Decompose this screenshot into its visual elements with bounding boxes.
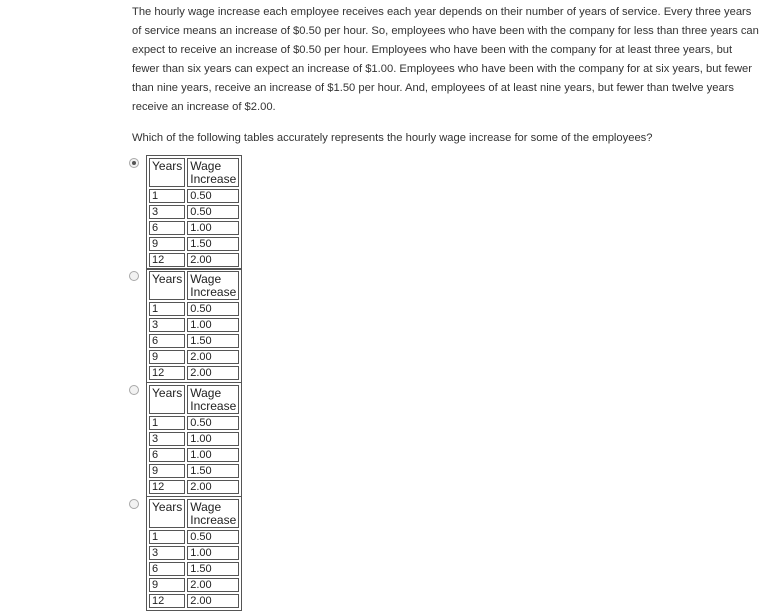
header-wage-increase: Wage Increase: [187, 158, 239, 187]
header-wage-increase: Wage Increase: [187, 271, 239, 300]
table-row: [149, 318, 239, 332]
increase-cell: 1.50: [187, 464, 239, 478]
increase-cell: 1.50: [187, 237, 239, 251]
years-cell: 3: [149, 546, 185, 560]
wage-table-c: [146, 382, 242, 497]
wage-table-b: [146, 268, 242, 383]
years-cell: 6: [149, 562, 185, 576]
years-cell: 12: [149, 480, 185, 494]
header-wage-increase: Wage Increase: [187, 385, 239, 414]
years-cell: 6: [149, 448, 185, 462]
table-row: [149, 530, 239, 544]
increase-cell: 1.00: [187, 546, 239, 560]
table-row: [149, 464, 239, 478]
table-row: [149, 578, 239, 592]
table-row: [149, 221, 239, 235]
header-years: Years: [149, 271, 185, 300]
table-row: [149, 253, 239, 267]
table-row: [149, 562, 239, 576]
increase-cell: 2.00: [187, 578, 239, 592]
radio-button-b[interactable]: [129, 271, 139, 281]
radio-button-d[interactable]: [129, 499, 139, 509]
years-cell: 1: [149, 189, 185, 203]
table-row: [149, 302, 239, 316]
years-cell: 12: [149, 253, 185, 267]
passage-text: The hourly wage increase each employee receives each year depends on their number of years of service. Every three years of service means an increase of $0.50 per hour. So, employees who have been with the company for less than three years can expect to receive an increase of $0.50 per hour. Employees who have been with the company for at least three years, but fewer than six years can expect an increase of $1.00. Employees who have been with the company for at six years, but fewer than nine years, receive an increase of $1.50 per hour. And, employees of at least nine years, but fewer than twelve years receive an increase of $2.00.: [132, 6, 759, 113]
header-wage-increase: Wage Increase: [187, 499, 239, 528]
increase-cell: 1.50: [187, 334, 239, 348]
header-years: Years: [149, 158, 185, 187]
radio-button-a[interactable]: [129, 158, 139, 168]
years-cell: 1: [149, 416, 185, 430]
years-cell: 6: [149, 334, 185, 348]
wage-table-d: [146, 496, 242, 611]
years-cell: 6: [149, 221, 185, 235]
radio-button-c[interactable]: [129, 385, 139, 395]
table-row: [149, 189, 239, 203]
table-row: [149, 350, 239, 364]
years-cell: 9: [149, 578, 185, 592]
increase-cell: 1.50: [187, 562, 239, 576]
years-cell: 3: [149, 318, 185, 332]
table-row: [149, 237, 239, 251]
header-years: Years: [149, 385, 185, 414]
table-row: [149, 205, 239, 219]
increase-cell: 2.00: [187, 480, 239, 494]
table-row: [149, 546, 239, 560]
increase-cell: 0.50: [187, 205, 239, 219]
table-row: [149, 366, 239, 380]
years-cell: 12: [149, 594, 185, 608]
years-cell: 3: [149, 205, 185, 219]
years-cell: 12: [149, 366, 185, 380]
table-row: [149, 480, 239, 494]
increase-cell: 1.00: [187, 318, 239, 332]
years-cell: 3: [149, 432, 185, 446]
table-row: [149, 594, 239, 608]
years-cell: 9: [149, 464, 185, 478]
increase-cell: 0.50: [187, 530, 239, 544]
question-text: Which of the following tables accurately represents the hourly wage increase for some of the employees?: [132, 132, 653, 144]
table-row: [149, 416, 239, 430]
increase-cell: 0.50: [187, 302, 239, 316]
years-cell: 1: [149, 530, 185, 544]
header-years: Years: [149, 499, 185, 528]
increase-cell: 2.00: [187, 594, 239, 608]
increase-cell: 2.00: [187, 366, 239, 380]
years-cell: 9: [149, 350, 185, 364]
years-cell: 1: [149, 302, 185, 316]
increase-cell: 2.00: [187, 253, 239, 267]
wage-table-a: [146, 155, 242, 270]
increase-cell: 0.50: [187, 189, 239, 203]
increase-cell: 2.00: [187, 350, 239, 364]
increase-cell: 0.50: [187, 416, 239, 430]
increase-cell: 1.00: [187, 221, 239, 235]
table-row: [149, 432, 239, 446]
table-row: [149, 334, 239, 348]
increase-cell: 1.00: [187, 448, 239, 462]
years-cell: 9: [149, 237, 185, 251]
table-row: [149, 448, 239, 462]
increase-cell: 1.00: [187, 432, 239, 446]
